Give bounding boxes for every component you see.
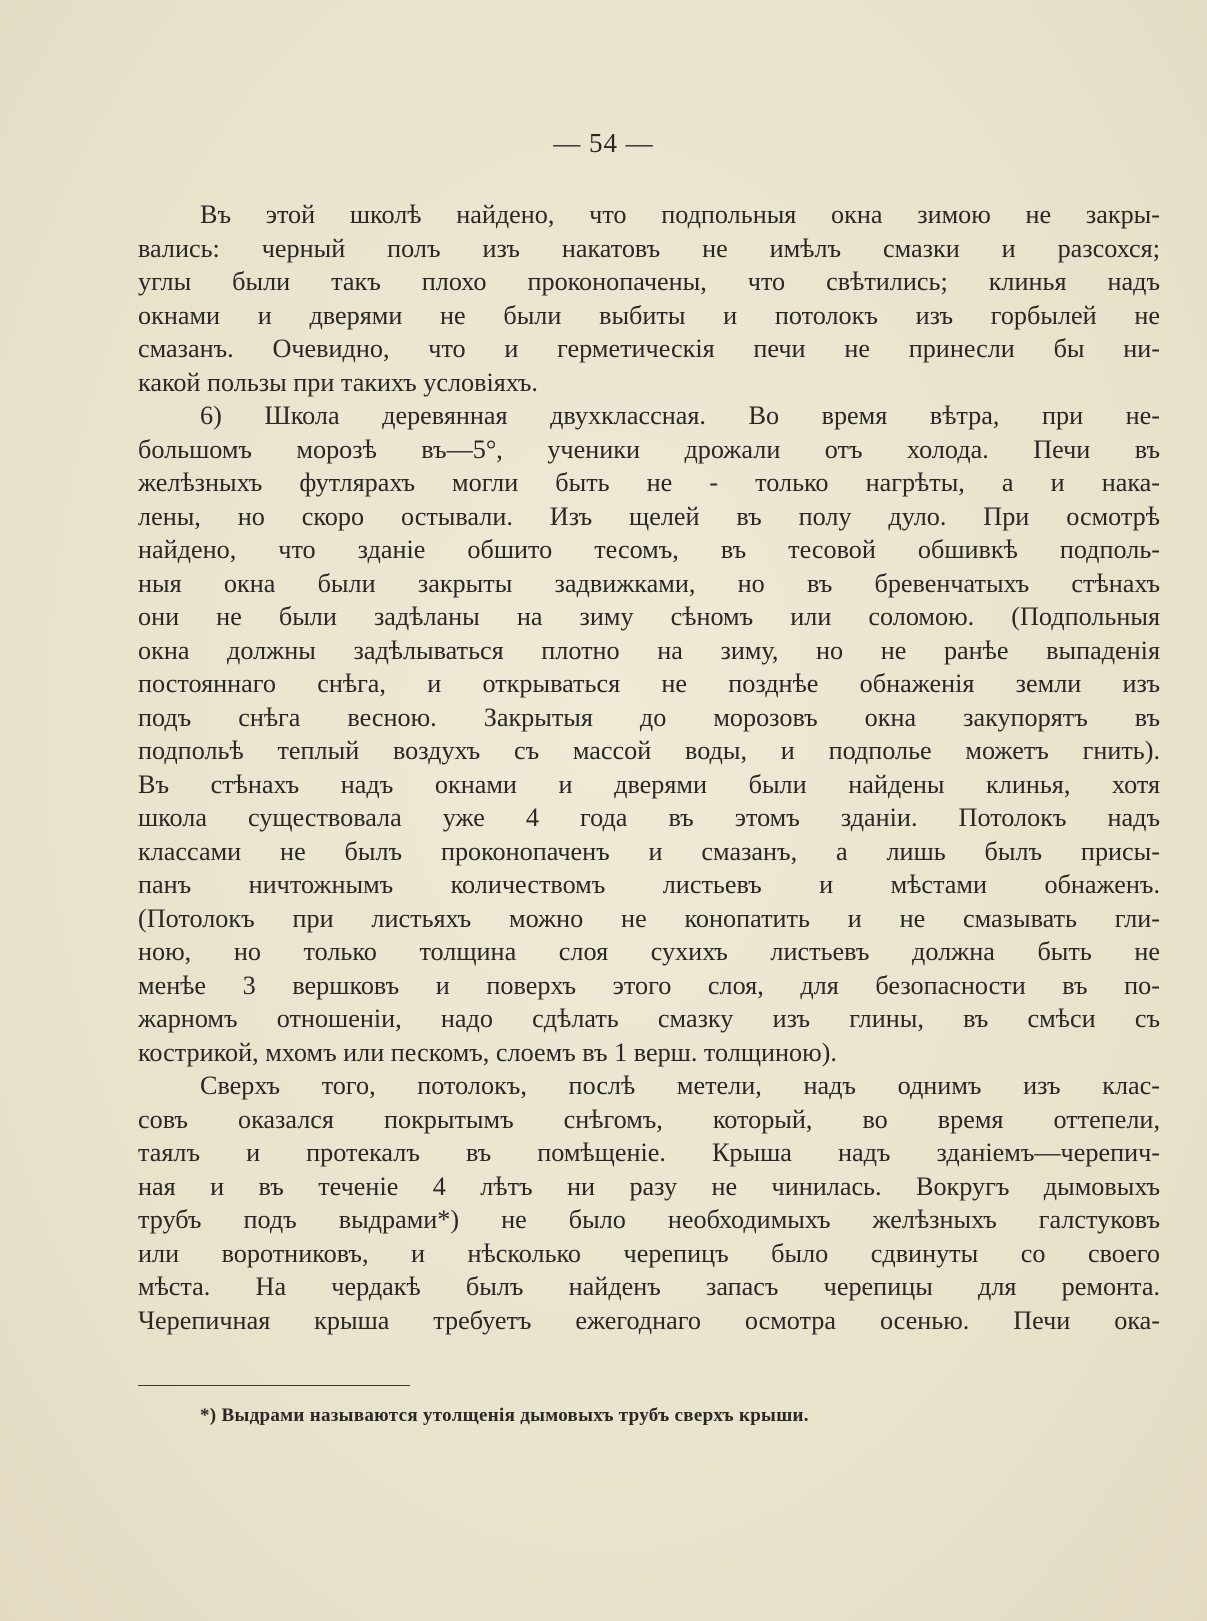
text-line: кострикой, мхомъ или пескомъ, слоемъ въ 1 верш. толщиною).	[138, 1037, 837, 1067]
text-line: совъ оказался покрытымъ снѣгомъ, который, во время оттепели,	[138, 1104, 1160, 1134]
text-line: или воротниковъ, и нѣсколько черепицъ было сдвинуты со своего	[138, 1238, 1160, 1268]
text-line: углы были такъ плохо проконопачены, что свѣтились; клинья надъ	[138, 267, 1160, 296]
text-line: подпольѣ теплый воздухъ съ массой воды, и подполье можетъ гнить).	[138, 736, 1160, 765]
body-text	[138, 198, 1160, 1337]
page-number: — 54 —	[553, 128, 654, 158]
text-line: таялъ и протекалъ въ помѣщеніе. Крыша надъ зданіемъ—черепич-	[138, 1138, 1160, 1167]
text-line: жарномъ отношеніи, надо сдѣлать смазку изъ глины, въ смѣси съ	[138, 1004, 1160, 1033]
text-line: (Потолокъ при листьяхъ можно не конопатить и не смазывать гли-	[138, 903, 1160, 933]
text-line: подъ снѣга весною. Закрытыя до морозовъ окна закупорятъ въ	[138, 702, 1160, 732]
text-line: менѣе 3 вершковъ и поверхъ этого слоя, для безопасности въ по-	[138, 970, 1160, 1000]
text-line: ною, но только толщина слоя сухихъ листьевъ должна быть не	[138, 937, 1160, 966]
text-line: какой пользы при такихъ условіяхъ.	[138, 367, 538, 397]
text-line: школа существовала уже 4 года въ этомъ зданіи. Потолокъ надъ	[138, 803, 1160, 832]
text-line: большомъ морозѣ въ—5°, ученики дрожали отъ холода. Печи въ	[138, 434, 1160, 464]
text-line: лены, но скоро остывали. Изъ щелей въ полу дуло. При осмотрѣ	[138, 501, 1160, 531]
text-line: 6) Школа деревянная двухклассная. Во время вѣтра, при не-	[200, 401, 1160, 430]
text-line: классами не былъ проконопаченъ и смазанъ, а лишь былъ присы-	[138, 836, 1160, 866]
text-line: панъ ничтожнымъ количествомъ листьевъ и мѣстами обнаженъ.	[138, 870, 1160, 899]
text-line: ная и въ теченіе 4 лѣтъ ни разу не чинилась. Вокругъ дымовыхъ	[138, 1171, 1160, 1201]
footnote: *) Выдрами называются утолщенія дымовыхъ трубъ сверхъ крыши.	[200, 1405, 809, 1426]
text-line: найдено, что зданіе обшито тесомъ, въ тесовой обшивкѣ подполь-	[138, 535, 1160, 564]
text-line: ныя окна были закрыты задвижками, но въ бревенчатыхъ стѣнахъ	[138, 568, 1160, 598]
text-line: смазанъ. Очевидно, что и герметическія печи не принесли бы ни-	[138, 334, 1160, 363]
text-line: Черепичная крыша требуетъ ежегоднаго осмотра осенью. Печи ока-	[138, 1305, 1160, 1335]
text-line: мѣста. На чердакѣ былъ найденъ запасъ черепицы для ремонта.	[138, 1272, 1160, 1301]
text-line: вались: черный полъ изъ накатовъ не имѣлъ смазки и разсохся;	[138, 233, 1160, 263]
text-line: постояннаго снѣга, и открываться не позднѣе обнаженія земли изъ	[138, 669, 1160, 698]
text-line: Въ стѣнахъ надъ окнами и дверями были найдены клинья, хотя	[138, 769, 1160, 799]
text-line: желѣзныхъ футлярахъ могли быть не - только нагрѣты, а и нака-	[138, 468, 1160, 497]
text-line: Сверхъ того, потолокъ, послѣ метели, надъ однимъ изъ клас-	[200, 1071, 1160, 1100]
text-line: трубъ подъ выдрами*) не было необходимыхъ желѣзныхъ галстуковъ	[138, 1205, 1160, 1234]
text-line: окнами и дверями не были выбиты и потолокъ изъ горбылей не	[138, 300, 1160, 330]
text-line: они не были задѣланы на зиму сѣномъ или соломою. (Подпольныя	[138, 602, 1160, 631]
footnote-rule	[138, 1385, 410, 1386]
text-line: окна должны задѣлываться плотно на зиму, но не ранѣе выпаденія	[138, 635, 1160, 665]
text-line: Въ этой школѣ найдено, что подпольныя окна зимою не закры-	[200, 200, 1160, 229]
